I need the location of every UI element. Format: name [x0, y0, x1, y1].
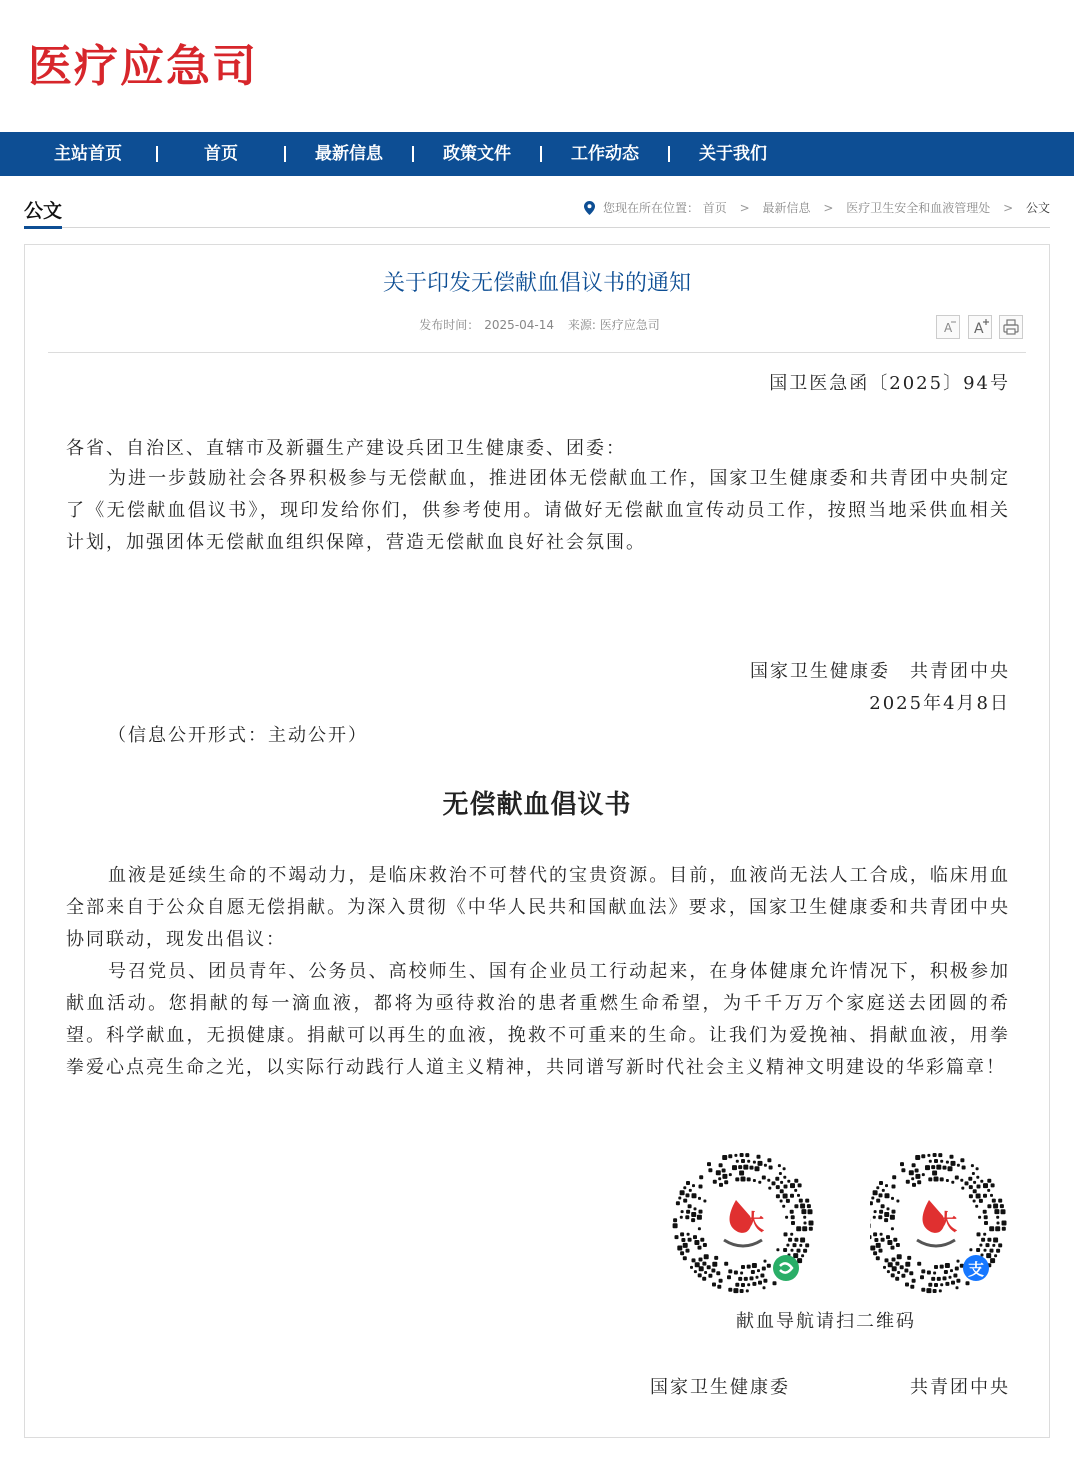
nav-item-main-home[interactable]: 主站首页: [54, 144, 122, 164]
font-larger-icon: [969, 316, 991, 338]
salutation: 各省、自治区、直辖市及新疆生产建设兵团卫生健康委、团委：: [66, 438, 626, 459]
breadcrumb-prefix: 您现在所在位置：: [602, 201, 699, 215]
proposal-title: 无偿献血倡议书: [442, 790, 632, 820]
breadcrumb-division[interactable]: 医疗卫生安全和血液管理处: [846, 201, 991, 215]
print-button[interactable]: [999, 315, 1023, 339]
alipay-icon: 支: [968, 1260, 985, 1279]
site-header: [0, 0, 1074, 132]
chevron-right-icon: >: [739, 201, 750, 215]
proposal-paragraph-1: 血液是延续生命的不竭动力，是临床救治不可替代的宝贵资源。目前，血液尚无法人工合成，临床用血全部来自于公众自愿无偿捐献。为深入贯彻《中华人民共和国献血法》要求，国家卫生健康委和共青团中央协同联动，现发出倡议：: [66, 865, 1010, 950]
proposal-signature-right: 共青团中央: [910, 1377, 1010, 1398]
font-larger-button[interactable]: [968, 315, 992, 339]
notice-body: 为进一步鼓励社会各界积极参与无偿献血，推进团体无偿献血工作，国家卫生健康委和共青团中央制定了《无偿献血倡议书》，现印发给你们，供参考使用。请做好无偿献血宣传动员工作，按照当地采供血相关计划，加强团体无偿献血组织保障，营造无偿献血良好社会氛围。: [66, 468, 1010, 553]
info-disclosure: （信息公开形式：主动公开）: [108, 725, 368, 746]
article-source: 来源: 医疗应急司: [567, 318, 660, 332]
nav-item-about[interactable]: 关于我们: [699, 144, 767, 164]
publish-date: 2025-04-14: [484, 318, 555, 332]
breadcrumb: [584, 198, 1050, 221]
chevron-right-icon: >: [823, 201, 834, 215]
nav-item-policy[interactable]: 政策文件: [443, 144, 511, 164]
nav-item-home[interactable]: 首页: [204, 144, 238, 164]
section-title: 公文: [24, 199, 62, 229]
location-pin-icon: [584, 201, 595, 221]
article-meta: [0, 316, 1074, 334]
svg-text:A: A: [944, 321, 953, 335]
notice-date: 2025年4月8日: [869, 693, 1010, 714]
svg-text:A: A: [974, 321, 984, 337]
proposal-signature-left: 国家卫生健康委: [650, 1377, 790, 1398]
document-number: 国卫医急函〔2025〕94号: [769, 373, 1010, 394]
nav-item-latest[interactable]: 最新信息: [315, 144, 383, 164]
font-smaller-icon: [937, 316, 959, 338]
notice-signatories: 国家卫生健康委 共青团中央: [750, 661, 1010, 682]
svg-text:大: 大: [742, 1210, 765, 1236]
site-logo[interactable]: 医疗应急司: [28, 41, 258, 92]
breadcrumb-latest[interactable]: 最新信息: [762, 201, 811, 215]
nav-item-work[interactable]: 工作动态: [571, 144, 639, 164]
article-title: 关于印发无偿献血倡议书的通知: [382, 271, 691, 296]
breadcrumb-bar: [24, 196, 1050, 228]
publish-label: 发布时间：: [419, 318, 480, 332]
svg-text:大: 大: [935, 1210, 958, 1236]
title-divider: [48, 352, 1026, 353]
alipay-qr-code: [870, 1148, 1020, 1298]
chevron-right-icon: >: [1003, 201, 1014, 215]
wechat-qr-code: [668, 1148, 818, 1298]
breadcrumb-home[interactable]: 首页: [702, 201, 727, 215]
print-icon: [1000, 316, 1022, 338]
main-nav: [0, 132, 1074, 176]
font-smaller-button[interactable]: [936, 315, 960, 339]
proposal-paragraph-2: 号召党员、团员青年、公务员、高校师生、国有企业员工行动起来，在身体健康允许情况下，积极参加献血活动。您捐献的每一滴血液，都将为亟待救治的患者重燃生命希望，为千千万万个家庭送去团圆的希望。科学献血，无损健康。捐献可以再生的血液，挽救不可重来的生命。让我们为爱挽袖、捐献血液，用拳拳爱心点亮生命之光，以实际行动践行人道主义精神，共同谱写新时代社会主义精神文明建设的华彩篇章！: [66, 961, 1010, 1078]
breadcrumb-current[interactable]: 公文: [1025, 201, 1050, 215]
qr-caption: 献血导航请扫二维码: [736, 1311, 916, 1332]
